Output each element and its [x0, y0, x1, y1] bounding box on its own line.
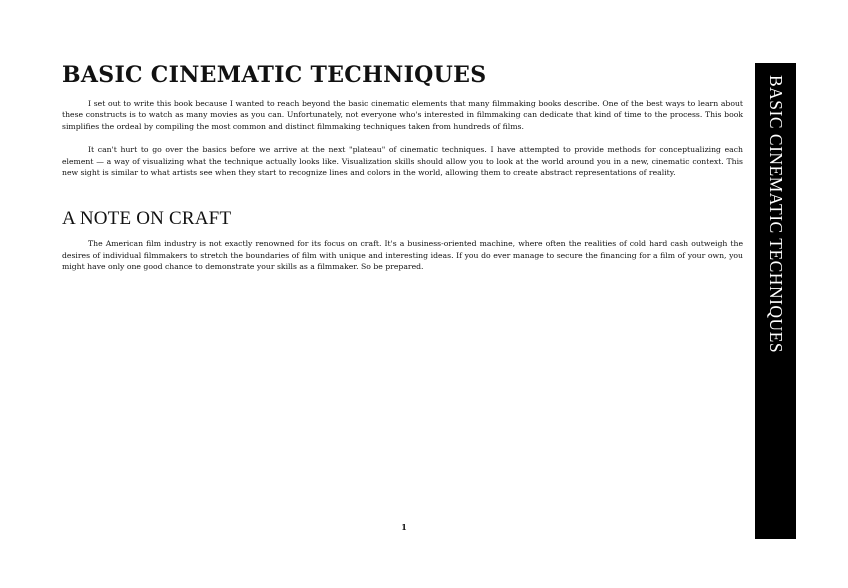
- chapter-side-tab: [755, 63, 796, 539]
- page-title: BASIC CINEMATIC TECHNIQUES: [62, 62, 487, 88]
- section-title: A NOTE ON CRAFT: [62, 208, 232, 230]
- page-content: [62, 60, 743, 285]
- chapter-side-tab-label: BASIC CINEMATIC TECHNIQUES: [766, 75, 786, 354]
- intro-paragraph-2: It can't hurt to go over the basics before we arrive at the next "plateau" of cinematic techniques. I have attempted to provide methods for conceptualizing each element — a way of visualizing what the technique actually looks like. Visualization skills should allow you to look at the world around you in a new, cinematic context. This new sight is similar to what artists see when they start to recognize lines and colors in the world, allowing them to create abstract representations of reality.: [62, 145, 743, 178]
- intro-paragraph-1: I set out to write this book because I wanted to reach beyond the basic cinematic elements that many filmmaking books describe. One of the best ways to learn about these constructs is to watch as many movies as you can. Unfortunately, not everyone who's interested in filmmaking can dedicate that kind of time to the process. This book simplifies the ordeal by compiling the most common and distinct filmmaking techniques taken from hundreds of films.: [62, 99, 743, 131]
- page-number: 1: [401, 522, 407, 532]
- section-paragraph-1: The American film industry is not exactly renowned for its focus on craft. It's a business-oriented machine, where often the realities of cold hard cash outweigh the desires of individual filmmakers to stretch the boundaries of film with unique and interesting ideas. If you do ever manage to secure the financing for a film of your own, you might have only one good chance to demonstrate your skills as a filmmaker. So be prepared.: [62, 239, 743, 272]
